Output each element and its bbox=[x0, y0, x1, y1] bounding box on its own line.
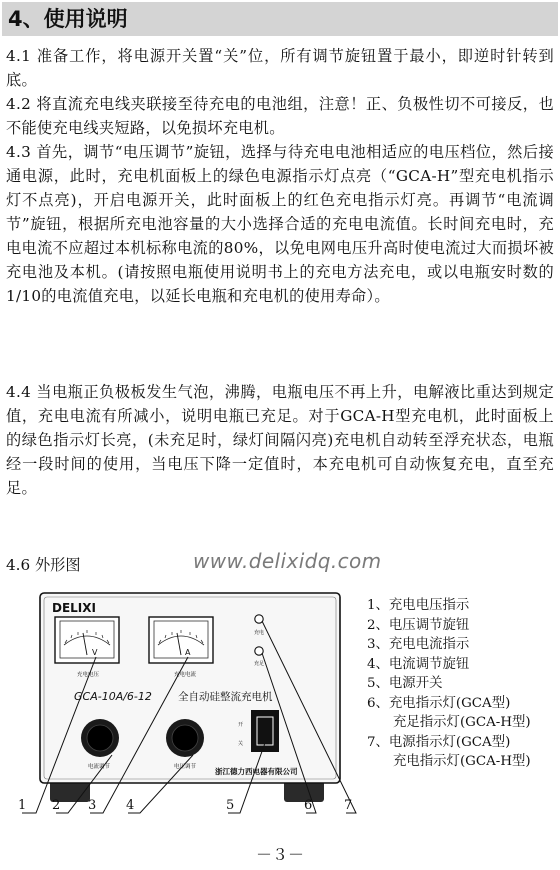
figure-legend bbox=[367, 596, 531, 772]
callout-1: 1 bbox=[18, 798, 27, 813]
callout-7: 7 bbox=[344, 798, 353, 813]
device-name: 全自动硅整流充电机 bbox=[178, 691, 273, 703]
paragraph-4-3: 4.3 首先，调节“电压调节”旋钮，选择与待充电电池相适应的电压档位，然后接通电源，此时，充电机面板上的绿色电源指示灯点亮（“GCA-H”型充电机指示灯不点亮)，开启电源开关，此时面板上的红色充电指示灯亮。再调节“电流调节”旋钮，根据所充电池容量的大小选择合适的充电电流值。长时间充电时，充电电流不应超过本机标称电流的80%，以免电网电压升高时使电流过大而损坏被充电池及本机。(请按照电瓶使用说明书上的充电方法充电，或以电瓶安时数的1/10的电流值充电，以延长电瓶和充电机的使用寿命）。 bbox=[6, 143, 554, 305]
brand-logo: DELIXI bbox=[52, 601, 96, 615]
current-meter bbox=[149, 617, 213, 663]
page-number: －３－ bbox=[255, 845, 304, 864]
paragraph-4-2: 4.2 将直流充电线夹联接至待充电的电池组，注意！正、负极性切不可接反，也不能使充电线夹短路，以免损坏充电机。 bbox=[6, 95, 554, 137]
charge-lamp-caption: 充电 bbox=[254, 630, 265, 636]
full-lamp-caption: 充足 bbox=[254, 661, 265, 667]
callout-5: 5 bbox=[226, 798, 235, 813]
legend-item: 6、充电指示灯(GCA型) bbox=[367, 695, 511, 711]
company-name: 浙江德力西电器有限公司 bbox=[215, 767, 298, 776]
callout-4: 4 bbox=[126, 798, 135, 813]
voltage-adjust-knob bbox=[166, 719, 204, 757]
legend-item: 充电指示灯(GCA-H型) bbox=[393, 754, 531, 769]
voltage-knob-caption: 电压调节 bbox=[174, 764, 197, 770]
legend-item: 2、电压调节旋钮 bbox=[367, 617, 470, 633]
legend-item: 1、充电电压指示 bbox=[367, 598, 470, 613]
callout-6: 6 bbox=[304, 798, 313, 813]
paragraph-4-1: 4.1 准备工作，将电源开关置“关”位，所有调节旋钮置于最小，即逆时针转到底。 bbox=[6, 47, 554, 89]
legend-item: 5、电源开关 bbox=[367, 676, 443, 691]
legend-item: 充足指示灯(GCA-H型) bbox=[393, 715, 531, 730]
callout-2: 2 bbox=[52, 798, 61, 813]
legend-item: 3、充电电流指示 bbox=[367, 637, 470, 652]
switch-on-label: 开 bbox=[238, 722, 244, 728]
current-adjust-knob bbox=[81, 719, 119, 757]
switch-off-label: 关 bbox=[238, 741, 244, 747]
callout-3: 3 bbox=[88, 798, 97, 813]
section-heading: 4、使用说明 bbox=[2, 2, 558, 36]
voltage-meter-unit: V bbox=[92, 648, 98, 657]
voltage-meter-caption: 充电电压 bbox=[77, 672, 100, 678]
figure-label: 4.6 外形图 bbox=[6, 556, 81, 574]
voltage-meter bbox=[55, 617, 119, 663]
current-meter-unit: A bbox=[185, 648, 191, 657]
paragraph-4-4: 4.4 当电瓶正负极板发生气泡，沸腾，电瓶电压不再上升，电解液比重达到规定值，充电电流有所减小，说明电瓶已充足。对于GCA-H型充电机，此时面板上的绿色指示灯长亮，(未充足时，绿灯间隔闪亮)充电机自动转至浮充状态，电瓶经一段时间的使用，当电压下降一定值时，本充电机可自动恢复充电，直至充足。 bbox=[6, 383, 554, 497]
current-meter-caption: 充电电流 bbox=[174, 672, 197, 678]
watermark: www.delixidq.com bbox=[193, 549, 382, 573]
model-number: GCA-10A/6-12 bbox=[74, 690, 152, 703]
current-knob-caption: 电流调节 bbox=[88, 764, 111, 770]
legend-item: 4、电流调节旋钮 bbox=[367, 656, 470, 672]
legend-item: 7、电源指示灯(GCA型) bbox=[367, 734, 511, 750]
power-switch bbox=[251, 710, 279, 752]
